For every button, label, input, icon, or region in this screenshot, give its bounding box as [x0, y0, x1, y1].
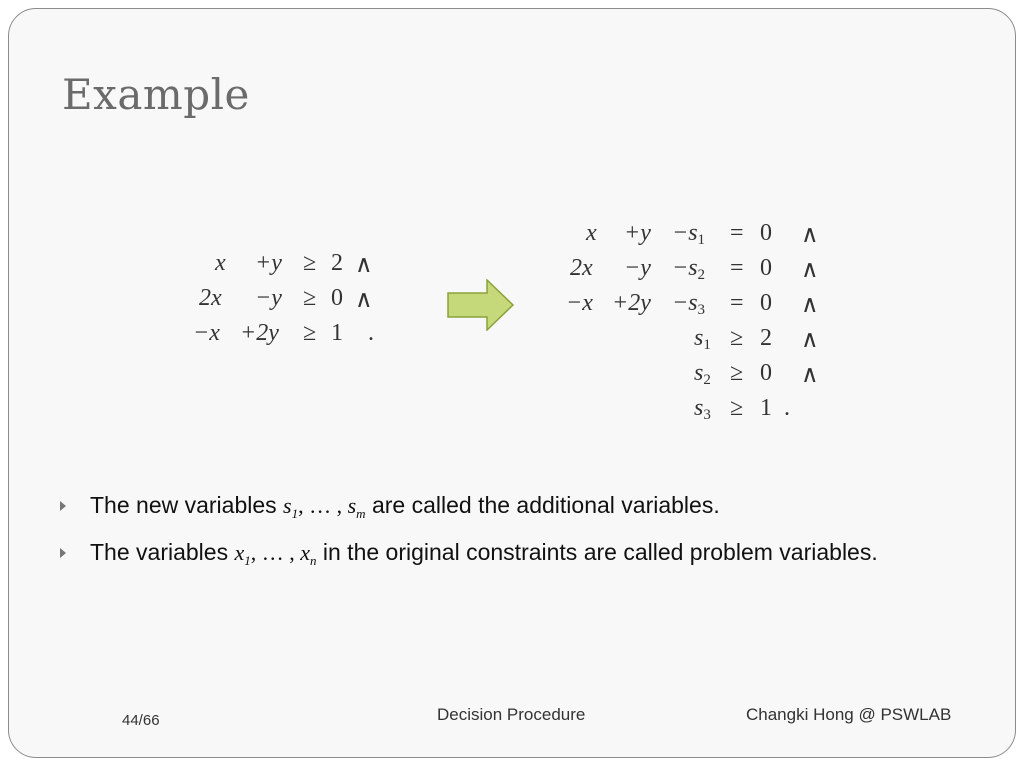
footer-author: Changki Hong @ PSWLAB [746, 705, 952, 724]
constraint-connective: ∧ [801, 292, 819, 318]
constraint-term: +2y [240, 320, 279, 346]
bound-variable: $s_2$ [694, 360, 711, 388]
constraint-rhs: 0 [760, 290, 772, 316]
bound-connective: ∧ [801, 362, 819, 388]
constraint-term: x [215, 250, 226, 276]
constraint-rhs: 0 [760, 220, 772, 246]
right-arrow-icon [447, 279, 515, 331]
constraint-term: +y [624, 220, 651, 246]
triangle-bullet-icon [60, 501, 66, 511]
inline-math: $s_1$, … , $s_m$ [283, 493, 366, 521]
constraint-term: −y [624, 255, 651, 281]
bound-connective: . [784, 395, 790, 421]
bound-variable: $s_3$ [694, 395, 711, 423]
constraint-relation: = [730, 220, 744, 246]
bound-rhs: 2 [760, 325, 772, 351]
constraint-rhs: 1 [331, 320, 343, 346]
constraint-term: x [586, 220, 597, 246]
constraint-connective: ∧ [355, 287, 373, 313]
constraint-term: −y [255, 285, 282, 311]
constraint-term: +2y [612, 290, 651, 316]
bound-rhs: 0 [760, 360, 772, 386]
constraint-relation: ≥ [303, 320, 317, 346]
page-number: 44/66 [122, 712, 160, 729]
constraint-term: $-s_2$ [672, 255, 706, 283]
constraint-term: −x [566, 290, 593, 316]
constraint-connective: . [368, 320, 374, 346]
constraint-term: $-s_3$ [672, 290, 706, 318]
constraint-connective: ∧ [355, 252, 373, 278]
constraint-rhs: 0 [331, 285, 343, 311]
slide-frame [8, 8, 1016, 758]
constraint-term: 2x [199, 285, 222, 311]
footer-center: Decision Procedure [437, 705, 586, 724]
bound-relation: ≥ [730, 360, 744, 386]
constraint-term: −x [193, 320, 220, 346]
constraint-relation: = [730, 290, 744, 316]
triangle-bullet-icon [60, 548, 66, 558]
bullet-list [60, 488, 920, 582]
constraint-term: 2x [570, 255, 593, 281]
slide-title: Example [62, 70, 250, 119]
constraint-relation: = [730, 255, 744, 281]
bound-variable: $s_1$ [694, 325, 711, 353]
bound-rhs: 1 [760, 395, 772, 421]
constraint-connective: ∧ [801, 222, 819, 248]
constraint-term: +y [255, 250, 282, 276]
constraint-relation: ≥ [303, 250, 317, 276]
bullet-item: The new variables $s_1$, … , $s_m$ are called the additional variables. [60, 488, 920, 531]
bullet-item: The variables $x_1$, … , $x_n$ in the original constraints are called problem variables. [60, 535, 920, 578]
bound-relation: ≥ [730, 325, 744, 351]
constraint-connective: ∧ [801, 257, 819, 283]
bound-relation: ≥ [730, 395, 744, 421]
bound-connective: ∧ [801, 327, 819, 353]
constraint-rhs: 0 [760, 255, 772, 281]
constraint-relation: ≥ [303, 285, 317, 311]
inline-math: $x_1$, … , $x_n$ [234, 540, 317, 568]
constraint-term: $-s_1$ [672, 220, 706, 248]
constraint-rhs: 2 [331, 250, 343, 276]
